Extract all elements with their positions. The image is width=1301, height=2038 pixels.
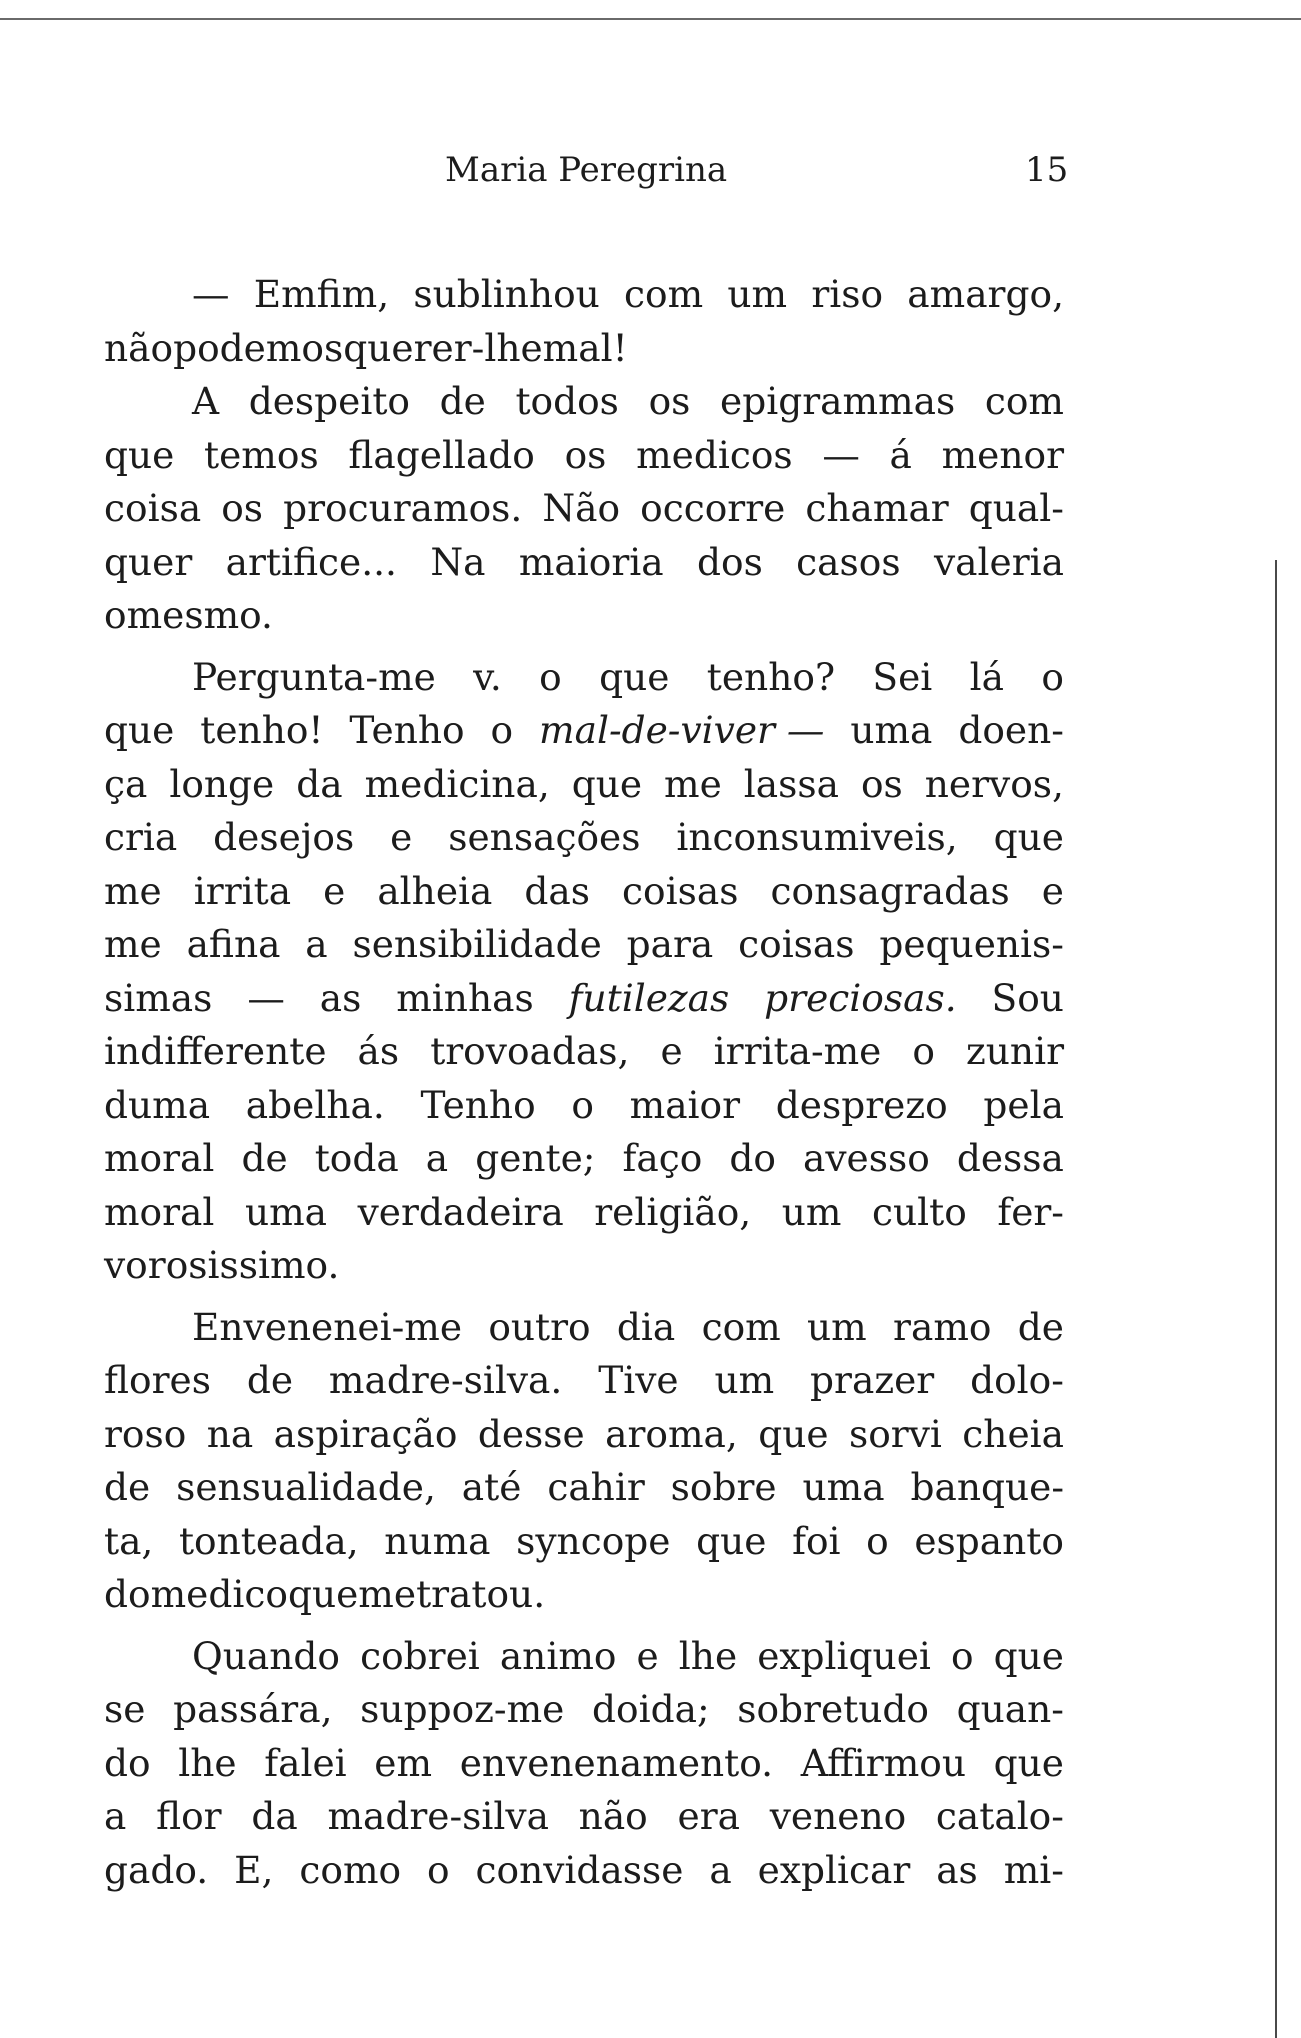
word: quan- <box>956 1687 1064 1731</box>
word: tenho! <box>200 708 324 752</box>
word: ta, <box>104 1518 154 1563</box>
running-title: Maria Peregrina <box>445 150 728 190</box>
word: veneno <box>769 1794 907 1838</box>
word: que <box>758 1411 829 1456</box>
word: duma <box>104 1082 211 1127</box>
word: o <box>427 1847 450 1892</box>
text-line <box>104 1025 1064 1079</box>
word: flagellado <box>348 432 535 477</box>
word: prazer <box>810 1358 935 1402</box>
word: suppoz-me <box>360 1687 565 1731</box>
text-line <box>104 1461 1064 1515</box>
word: nervos, <box>924 761 1064 806</box>
word: os <box>221 486 264 530</box>
word: cria <box>104 815 178 859</box>
word: de <box>246 1358 294 1402</box>
text-line <box>104 589 1064 643</box>
word: procuramos. <box>283 486 523 530</box>
word: e <box>636 1633 659 1678</box>
word: o <box>490 708 514 752</box>
word: em <box>374 1740 433 1785</box>
text-line <box>104 1844 1064 1898</box>
word: catalo- <box>935 1794 1064 1838</box>
word: moral <box>104 1189 215 1234</box>
word: que <box>287 1572 359 1616</box>
word: não <box>578 1794 648 1838</box>
word: quer <box>104 539 193 584</box>
word: do <box>729 1136 776 1180</box>
text-line <box>104 536 1064 590</box>
word: das <box>524 868 591 913</box>
word: verdadeira <box>357 1189 564 1234</box>
word: faço <box>622 1136 703 1180</box>
word: pela <box>983 1082 1064 1127</box>
word: para <box>626 922 714 966</box>
word: convidasse <box>475 1847 684 1892</box>
word: abelha. <box>245 1082 385 1127</box>
text-line <box>104 1630 1064 1684</box>
word: trovoadas, <box>430 1029 630 1073</box>
word: lhe <box>178 1740 237 1785</box>
word: uma <box>802 1465 885 1509</box>
word: inconsumiveis, <box>676 815 958 859</box>
word: amargo, <box>907 272 1064 316</box>
word: desse <box>477 1411 585 1456</box>
word: artifice... <box>225 539 397 584</box>
text-line <box>104 918 1064 972</box>
word: passára, <box>173 1687 333 1731</box>
word: com <box>624 272 704 316</box>
word: e <box>323 868 346 913</box>
word: um <box>727 272 788 316</box>
word: que <box>599 654 670 699</box>
word: mal! <box>542 325 628 370</box>
word: uma <box>244 1189 328 1234</box>
word: sublinhou <box>413 272 600 316</box>
word: tratou. <box>416 1572 546 1616</box>
word: afina <box>186 922 281 966</box>
word: medicos <box>636 432 793 477</box>
word: qual- <box>968 486 1064 530</box>
word: cheia <box>962 1411 1064 1456</box>
word: banque- <box>910 1465 1064 1509</box>
word: não <box>104 325 174 370</box>
text-line <box>104 865 1064 919</box>
word: vorosissimo. <box>104 1243 340 1287</box>
word: que <box>993 1740 1064 1785</box>
word: Não <box>542 486 621 530</box>
word: doida; <box>592 1687 710 1731</box>
word: animo <box>499 1633 617 1678</box>
word: a <box>305 922 328 966</box>
word: chamar <box>805 486 949 530</box>
word: tenho? <box>706 654 836 699</box>
word: lhe <box>678 1633 738 1678</box>
word: até <box>461 1465 522 1509</box>
text-line <box>104 1683 1064 1737</box>
text-line <box>104 1408 1064 1462</box>
text-line <box>104 1186 1064 1240</box>
word: me <box>664 761 722 806</box>
word: dia <box>616 1304 676 1349</box>
word: as <box>936 1847 978 1892</box>
word: os <box>564 432 607 477</box>
word: querer-lhe <box>343 325 543 370</box>
word: Tenho <box>349 708 465 752</box>
word: os <box>648 379 691 423</box>
text-line <box>104 811 1064 865</box>
text-line <box>104 1301 1064 1355</box>
word: Envenenei-me <box>192 1304 463 1349</box>
word: de <box>104 1465 151 1509</box>
word: Sei <box>872 654 933 699</box>
word: lassa <box>743 761 839 806</box>
word: Tenho <box>420 1082 536 1127</box>
word: me <box>104 922 162 966</box>
word: indifferente <box>104 1029 327 1073</box>
word: Na <box>430 539 486 584</box>
word: que <box>104 432 175 477</box>
word: e <box>390 815 413 859</box>
word: gado. <box>104 1847 209 1892</box>
word: sensualidade, <box>176 1465 436 1509</box>
word: dos <box>696 539 763 584</box>
word: lá <box>969 654 1004 699</box>
word: medico <box>150 1572 288 1616</box>
word: futilezas <box>568 975 730 1020</box>
word: sorvi <box>848 1411 942 1456</box>
text-line <box>104 1568 1064 1622</box>
word: dolo- <box>970 1358 1064 1402</box>
word: moral <box>104 1136 215 1180</box>
word: a <box>104 1794 127 1838</box>
word: um <box>807 1304 867 1349</box>
word: mesmo. <box>126 593 273 637</box>
word: madre-silva <box>327 1794 549 1838</box>
word: Pergunta-me <box>192 654 436 699</box>
word: outro <box>488 1304 591 1349</box>
word: que <box>993 815 1064 859</box>
word: madre-silva. <box>328 1358 563 1402</box>
text-line <box>104 1354 1064 1408</box>
body-text <box>104 268 1064 1897</box>
word: coisa <box>104 486 202 530</box>
word: coisas <box>738 922 855 966</box>
word: explicar <box>757 1847 911 1892</box>
word: sobretudo <box>737 1687 929 1731</box>
word: na <box>206 1411 254 1456</box>
text-line <box>104 972 1064 1026</box>
word: da <box>251 1794 298 1838</box>
word: E, <box>234 1847 274 1892</box>
text-line <box>104 375 1064 429</box>
text-line <box>104 651 1064 705</box>
word: maior <box>629 1082 741 1127</box>
word: com <box>984 379 1064 423</box>
word: e <box>660 1029 683 1073</box>
text-line <box>104 429 1064 483</box>
word: e <box>1041 868 1064 913</box>
word: o <box>866 1518 889 1563</box>
word: toda <box>314 1136 399 1180</box>
word: minhas <box>396 975 534 1020</box>
word: os <box>860 761 903 806</box>
word: culto <box>871 1189 967 1234</box>
word: mi- <box>1003 1847 1064 1892</box>
text-line <box>104 268 1064 322</box>
word: A <box>192 379 220 423</box>
word: um <box>781 1189 842 1234</box>
word: riso <box>811 272 884 316</box>
word: as <box>319 975 362 1020</box>
word: um <box>714 1358 775 1402</box>
word: que <box>993 1633 1064 1678</box>
word: flores <box>104 1358 211 1402</box>
word: irrita-me <box>713 1029 882 1073</box>
word: roso <box>104 1411 187 1456</box>
word: que <box>571 761 643 806</box>
word: cahir <box>547 1465 645 1509</box>
word: temos <box>204 432 319 477</box>
word: v. <box>473 654 502 699</box>
word: casos <box>796 539 901 584</box>
word: flor <box>156 1794 222 1838</box>
word: o <box>1041 654 1064 699</box>
word: podemos <box>173 325 344 370</box>
word: numa <box>384 1518 491 1563</box>
word: alheia <box>377 868 493 913</box>
word: o <box>539 654 562 699</box>
word: avesso <box>803 1136 930 1180</box>
word: zunir <box>966 1029 1064 1073</box>
word: gente; <box>475 1136 596 1180</box>
text-line <box>104 1239 1064 1293</box>
word: Affirmou <box>800 1740 966 1785</box>
word: cobrei <box>360 1633 480 1678</box>
word: foi <box>792 1518 841 1563</box>
word: o <box>912 1029 935 1073</box>
word: como <box>299 1847 402 1892</box>
word: se <box>104 1687 146 1731</box>
word: ramo <box>893 1304 992 1349</box>
word: de <box>1017 1304 1064 1349</box>
word: syncope <box>516 1518 671 1563</box>
word: simas <box>104 975 213 1020</box>
word: aroma, <box>605 1411 738 1456</box>
word: consagradas <box>770 868 1010 913</box>
word: religião, <box>594 1189 752 1234</box>
word: sensações <box>448 815 641 859</box>
text-line <box>104 322 1064 376</box>
word: ás <box>357 1029 400 1073</box>
text-line <box>104 1079 1064 1133</box>
word: — <box>192 272 230 316</box>
word: espanto <box>914 1518 1064 1563</box>
word: epigrammas <box>720 379 956 423</box>
word: de <box>241 1136 288 1180</box>
word: — <box>247 975 285 1020</box>
word: Emfim, <box>253 272 390 316</box>
word: do <box>104 1572 151 1616</box>
word: despeito <box>248 379 410 423</box>
word: da <box>296 761 343 806</box>
word: desprezo <box>775 1082 948 1127</box>
word: doen- <box>958 708 1064 752</box>
word: sensibilidade <box>352 922 602 966</box>
text-line <box>104 1737 1064 1791</box>
word: Quando <box>192 1633 340 1678</box>
word: ça <box>104 761 148 806</box>
word: aspiração <box>273 1411 458 1456</box>
word: me <box>358 1572 417 1616</box>
word: com <box>701 1304 781 1349</box>
word: á <box>889 432 912 477</box>
text-line <box>104 482 1064 536</box>
word: preciosas. <box>764 975 957 1020</box>
word: occorre <box>640 486 786 530</box>
word: expliquei <box>757 1633 931 1678</box>
word: medicina, <box>364 761 550 806</box>
word: longe <box>169 761 275 806</box>
page-top-edge-rule <box>0 18 1301 20</box>
word: que <box>104 708 175 752</box>
word: tonteada, <box>178 1518 359 1563</box>
word: o <box>104 593 127 637</box>
word: coisas <box>622 868 739 913</box>
word: a <box>425 1136 449 1180</box>
word: dessa <box>956 1136 1064 1180</box>
word: valeria <box>933 539 1064 584</box>
word: todos <box>515 379 619 423</box>
word: desejos <box>213 815 355 859</box>
word: sobre <box>670 1465 777 1509</box>
page-number: 15 <box>1025 150 1069 190</box>
running-header <box>0 150 1301 200</box>
word: Tive <box>598 1358 679 1402</box>
word: menor <box>941 432 1064 477</box>
word: falei <box>264 1740 347 1785</box>
word: fer- <box>997 1189 1064 1234</box>
word: era <box>677 1794 740 1838</box>
text-line <box>104 704 1064 758</box>
page-right-edge-rule <box>1275 560 1277 2038</box>
word: que <box>696 1518 767 1563</box>
word: uma <box>850 708 933 752</box>
word: Sou <box>991 975 1064 1020</box>
text-line <box>104 1132 1064 1186</box>
text-line <box>104 758 1064 812</box>
word: do <box>104 1740 151 1785</box>
word: pequenis- <box>879 922 1064 966</box>
word: de <box>439 379 486 423</box>
word: a <box>709 1847 732 1892</box>
word: o <box>950 1633 974 1678</box>
word: maioria <box>518 539 664 584</box>
text-line <box>104 1790 1064 1844</box>
word: o <box>571 1082 594 1127</box>
word: me <box>104 868 162 913</box>
word: irrita <box>193 868 292 913</box>
text-line <box>104 1515 1064 1569</box>
word: — <box>822 432 860 477</box>
word: envenenamento. <box>459 1740 774 1785</box>
word: mal-de-viver — <box>539 708 825 752</box>
